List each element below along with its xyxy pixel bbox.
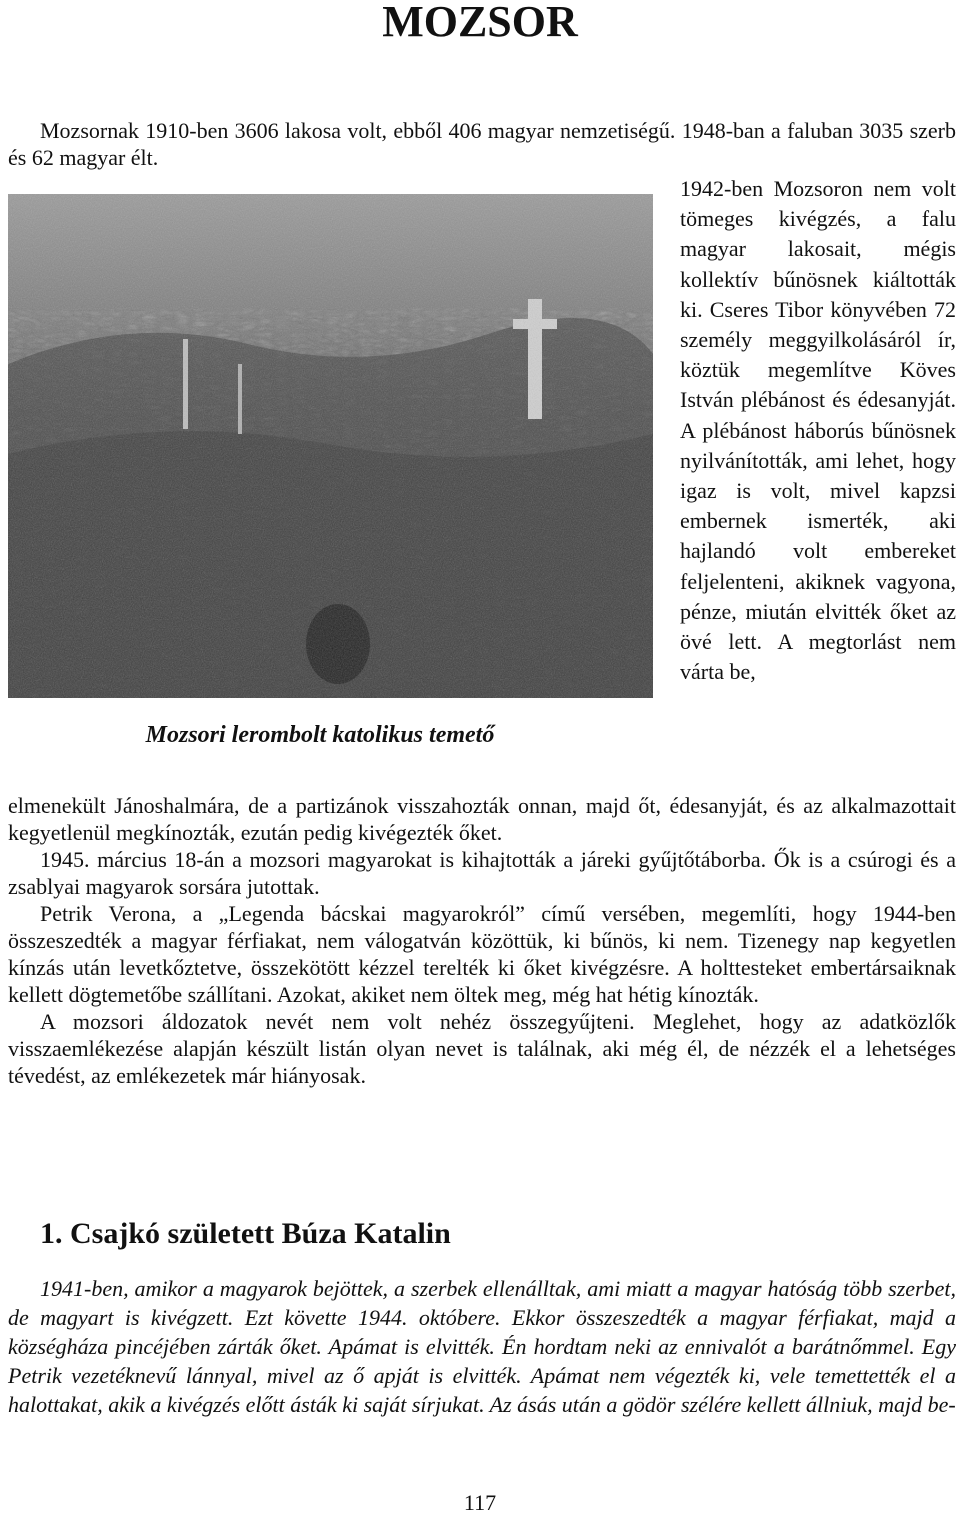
photo-caption: Mozsori lerombolt katolikus temető [145, 722, 495, 748]
paragraph: A mozsori áldozatok nevét nem volt nehéz összegyűjteni. Meglehet, hogy az adatközlők visszaemlékezése alapján készült listán olyan nevet is találnak, aki még él, de nézzék el a lehetséges tévedést, az emlékezetek már hiányosak. [8, 1009, 956, 1088]
testimony-text: 1941-ben, amikor a magyarok bejöttek, a szerbek ellenálltak, ami miatt a magyar hatóság több szerbet, de magyart is kivégzett. Ezt követte 1944. októbere. Ekkor összeszedték a magyar férfiakat, majd a községháza pincéjében zárták őket. Apámat is elvitték. Én hordtam neki az ennivalót a barátnőmmel. Egy Petrik vezetéknevű lánnyal, mivel az ő apját is elvitték. Apámat nem végezték ki, vele temettették el a halottakat, akik a kivégzés előtt ásták ki saját sírjukat. Az ásás után a gödör szélére kellett állniuk, majd be- [8, 1276, 956, 1417]
cemetery-photo [8, 194, 653, 698]
side-column-text: 1942-ben Mozsoron nem volt tömeges kivégzés, a falu magyar lakosait, mégis kollektív bűnösnek kiáltották ki. Cseres Tibor könyvében 72 személy meggyilkolásáról ír, köztük megemlítve Köves István plébánost és édesanyját. A plébánost háborús bűnösnek nyilvánították, ami lehet, hogy igaz is volt, mivel kapzsi embernek ismerték, aki hajlandó volt embereket feljelenteni, akiknek vagyona, pénze, miután elvitték őket az övé lett. A megtorlást nem várta be, [680, 176, 956, 685]
cemetery-photo-image [8, 194, 653, 698]
paragraph: Petrik Verona, a „Legenda bácskai magyarokról” című versében, megemlíti, hogy 1944-ben összeszedték a magyar férfiakat, nem válogatván közöttük, ki bűnös, ki nem. Tizenegy nap kegyetlen kínzás után levetkőztetve, összekötött kézzel terelték ki őket kivégzésre. A holttesteket embertársaiknak kellett dögtemetőbe szállítani. Azokat, akiket nem öltek meg, még hat hétig kínozták. [8, 901, 956, 1007]
continuation-paragraph: elmenekült Jánoshalmára, de a partizánok visszahozták onnan, majd őt, édesanyját, és az alkalmazottait kegyetlenül megkínozták, ezután pedig kivégezték őket. [8, 793, 956, 845]
page-number: 117 [463, 1490, 497, 1515]
section-heading: 1. Csajkó született Búza Katalin [40, 1217, 451, 1250]
page-title: MOZSOR [382, 0, 578, 46]
main-text-block [8, 792, 956, 1089]
intro-paragraph: Mozsornak 1910-ben 3606 lakosa volt, ebből 406 magyar nemzetiségű. 1948-ban a faluban 3035 szerb és 62 magyar élt. [8, 118, 956, 170]
paragraph: 1945. március 18-án a mozsori magyarokat is kihajtották a járeki gyűjtőtáborba. Ők is a csúrogi és a zsablyai magyarok sorsára jutottak. [8, 847, 956, 899]
